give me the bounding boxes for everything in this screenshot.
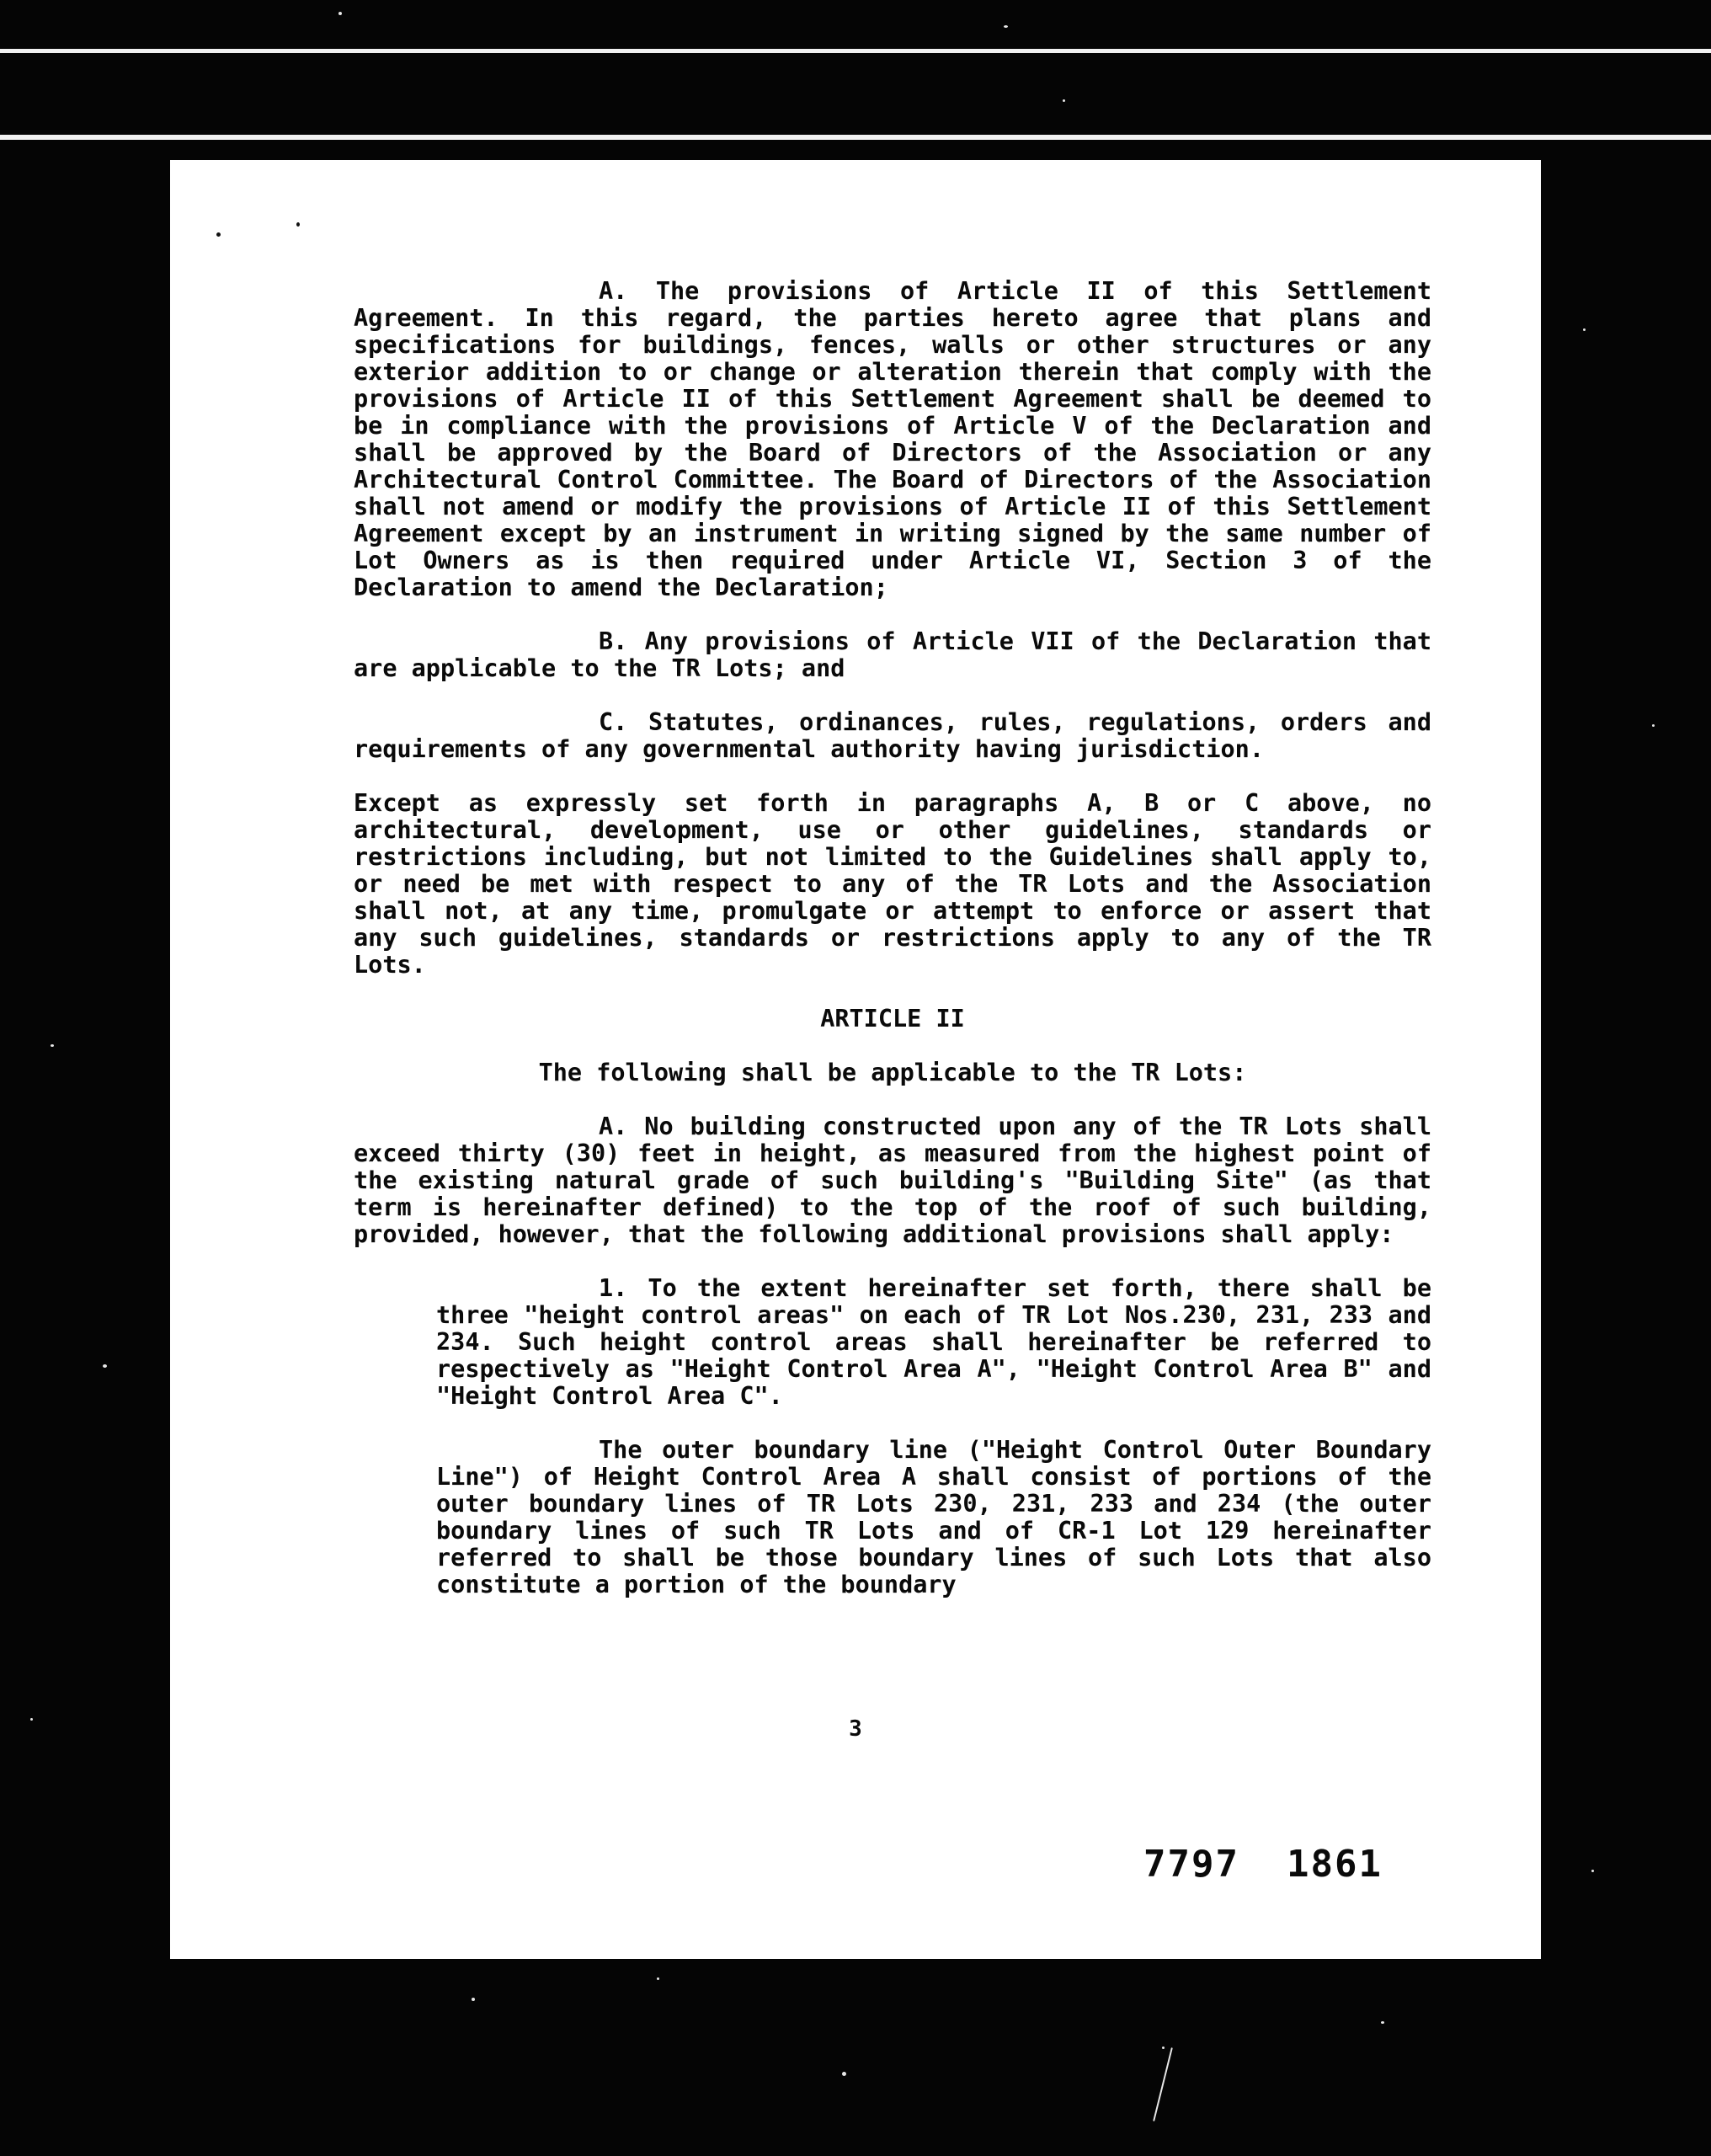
scan-speck xyxy=(103,1364,107,1368)
page-number: 3 xyxy=(849,1716,862,1742)
scan-speck xyxy=(1591,1870,1594,1872)
book-page-number: 1861 xyxy=(1286,1843,1383,1886)
scan-speck xyxy=(30,1718,33,1721)
article-heading: ARTICLE II xyxy=(820,1005,965,1033)
page-mark xyxy=(296,222,300,227)
paragraph-a-article-ii: A. The provisions of Article II of this Settlement Agreement. In this regard, the parties hereto agree that plans and specifications for buildings, fences, walls or other structures or any exterior addition to or change or alteration therein that comply with the provisions of Article II of this Settlement Agreement shall be deemed to be in compliance with the provisions of Article V of the Declaration and shall be approved by the Board of Directors of the Association or any Architectural Control Committee. The Board of Directors of the Association shall not amend or modify the provisions of Article II of this Settlement Agreement except by an instrument in writing signed by the same number of Lot Owners as is then required under Article VI, Section 3 of the Declaration to amend the Declaration; xyxy=(354,277,1431,601)
article-paragraph-outer-boundary: The outer boundary line ("Height Control Outer Boundary Line") of Height Control Area A shall consist of portions of the outer boundary lines of TR Lots 230, 231, 233 and 234 (the outer boundary lines of such TR Lots and of CR-1 Lot 129 hereinafter referred to shall be those boundary lines of such Lots that also constitute a portion of the boundary xyxy=(436,1436,1431,1598)
scan-speck xyxy=(657,1977,659,1980)
scan-speck xyxy=(1063,99,1065,102)
scan-speck xyxy=(1381,2021,1384,2024)
scan-speck xyxy=(1162,2047,1165,2049)
scan-speck xyxy=(1583,328,1586,331)
article-paragraph-1: 1. To the extent hereinafter set forth, there shall be three "height control areas" on each of TR Lot Nos.230, 231, 233 and 234. Such height control areas shall hereinafter be referred to respectively as "Height Control Area A", "Height Control Area B" and "Height Control Area C". xyxy=(436,1274,1431,1410)
scan-speck xyxy=(338,12,342,15)
second-scan-rule xyxy=(0,135,1711,140)
paragraph-except: Except as expressly set forth in paragraphs A, B or C above, no architectural, development, use or other guidelines, standards or restrictions including, but not limited to the Guidelines shall apply to, or need be met with respect to any of the TR Lots and the Association shall not, at any time, promulgate or attempt to enforce or assert that any such guidelines, standards or restrictions apply to any of the TR Lots. xyxy=(354,789,1431,979)
top-scan-rule xyxy=(0,49,1711,53)
paragraph-b: B. Any provisions of Article VII of the Declaration that are applicable to the TR Lots; and xyxy=(354,627,1431,682)
scan-speck xyxy=(472,1998,475,2001)
book-number: 7797 xyxy=(1143,1843,1239,1886)
scan-speck xyxy=(1652,724,1655,727)
scan-speck xyxy=(1004,25,1008,28)
document-body xyxy=(354,278,1431,1598)
scan-scratch xyxy=(1153,2047,1173,2121)
article-paragraph-a: A. No building constructed upon any of the TR Lots shall exceed thirty (30) feet in height, as measured from the highest point of the existing natural grade of such building's "Building Site" (as that term is hereinafter defined) to the top of the roof of such building, provided, however, that the following additional provisions shall apply: xyxy=(354,1113,1431,1248)
document-page xyxy=(170,160,1541,1959)
scan-speck xyxy=(842,2072,846,2076)
page-mark xyxy=(216,232,221,237)
scan-speck xyxy=(51,1044,54,1047)
article-intro: The following shall be applicable to the TR Lots: xyxy=(538,1059,1247,1086)
recording-stamp xyxy=(1143,1843,1383,1886)
paragraph-c: C. Statutes, ordinances, rules, regulations, orders and requirements of any governmental authority having jurisdiction. xyxy=(354,708,1431,763)
